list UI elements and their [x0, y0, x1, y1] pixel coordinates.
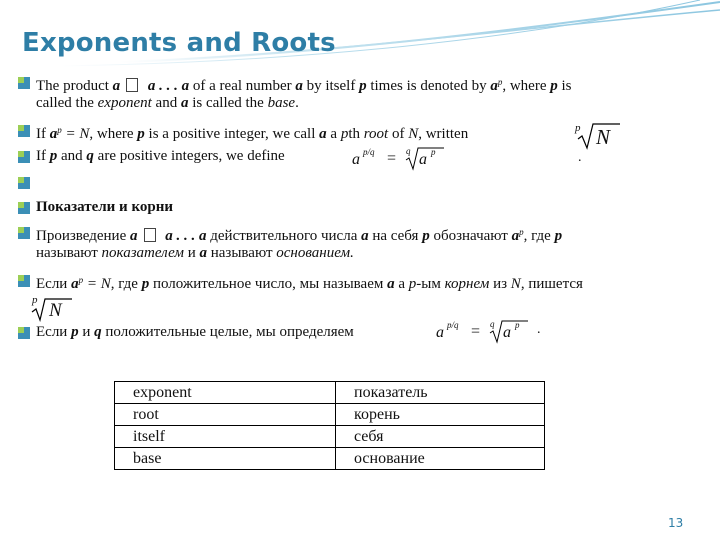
var-a: a — [511, 228, 520, 244]
square-bullet-icon — [18, 175, 30, 187]
radical-sign-icon — [404, 145, 454, 171]
text: , where — [89, 126, 138, 142]
def-root-index: q — [490, 319, 495, 329]
definition-formula-ru — [436, 318, 526, 344]
term-root: root — [363, 126, 389, 142]
text: , пишется — [520, 276, 583, 292]
square-bullet-icon — [18, 149, 30, 161]
def-base: a — [352, 151, 360, 168]
var-N: N — [510, 276, 521, 292]
text: The product — [36, 78, 113, 94]
var-a: a — [319, 126, 327, 142]
term-base-ru: основанием. — [276, 245, 354, 261]
text: , где — [110, 276, 142, 292]
var-N: N — [408, 126, 419, 142]
var-p: p — [141, 276, 150, 292]
missing-glyph-box — [126, 78, 138, 92]
def-rad-base: a — [419, 151, 427, 168]
term-root-ru: корнем — [444, 276, 490, 292]
text: называют — [206, 245, 277, 261]
table-row — [115, 382, 545, 404]
var-p: p — [554, 228, 563, 244]
superscript-p: p — [519, 227, 524, 237]
table-row — [115, 404, 545, 426]
cell-en: itself — [115, 426, 336, 448]
equals-N: = N — [83, 276, 111, 292]
root-formula-ru — [30, 294, 74, 322]
text: a — [326, 126, 341, 142]
var-a: a — [49, 126, 58, 142]
cell-ru: основание — [336, 448, 545, 470]
term-base: base — [267, 95, 296, 111]
def-base: a — [436, 324, 444, 341]
period: . — [537, 322, 541, 337]
text: th — [348, 126, 364, 142]
cell-ru: себя — [336, 426, 545, 448]
def-exponent: p/q — [363, 147, 375, 157]
var-p: p — [550, 78, 558, 94]
var-p: p — [422, 228, 430, 244]
cell-ru: показатель — [336, 382, 545, 404]
square-bullet-icon — [18, 225, 30, 237]
text: If — [36, 148, 50, 164]
russian-heading: Показатели и корни — [36, 199, 174, 215]
period: . — [578, 150, 582, 165]
product-dots: a . . . a — [161, 228, 207, 244]
square-bullet-icon — [18, 200, 30, 212]
var-p: p — [137, 126, 145, 142]
def-rad-base: a — [503, 324, 511, 341]
text: are positive integers, we define — [93, 148, 285, 164]
var-a: a — [361, 228, 369, 244]
def-equals: = — [471, 323, 481, 340]
text: called the — [36, 95, 98, 111]
text: . — [295, 95, 299, 111]
text: называют — [36, 245, 102, 261]
text: из — [489, 276, 511, 292]
def-rad-exp: p — [431, 147, 436, 157]
square-bullet-icon — [18, 273, 30, 285]
text: положительное число, мы называем — [149, 276, 388, 292]
root-index: p — [32, 294, 38, 306]
cell-en: root — [115, 404, 336, 426]
cell-ru: корень — [336, 404, 545, 426]
text: is — [557, 78, 572, 94]
page-number: 13 — [668, 516, 684, 530]
slide-title: Exponents and Roots — [22, 28, 336, 58]
text: and — [151, 95, 181, 111]
square-bullet-icon — [18, 123, 30, 135]
term-exponent: exponent — [97, 95, 152, 111]
var-a: a — [180, 95, 189, 111]
square-bullet-icon — [18, 325, 30, 337]
root-formula-en — [572, 120, 622, 150]
text: of a real number — [189, 78, 296, 94]
text: Если — [36, 324, 72, 340]
var-p: p — [359, 78, 367, 94]
definition-formula-en — [352, 145, 442, 171]
var-a: a — [295, 78, 303, 94]
superscript-p: p — [78, 275, 84, 285]
product-dots: a . . . a — [144, 78, 190, 94]
text: and — [57, 148, 87, 164]
root-radicand: N — [596, 125, 611, 149]
radical-sign-icon — [488, 318, 538, 344]
cell-en: base — [115, 448, 336, 470]
def-equals: = — [387, 150, 397, 167]
table-row — [115, 448, 545, 470]
table-row — [115, 426, 545, 448]
term-exponent-ru: показателем — [101, 245, 184, 261]
var-q: q — [86, 148, 94, 164]
def-root-index: q — [406, 146, 411, 156]
text: и — [183, 245, 200, 261]
text: обозначают — [429, 228, 512, 244]
text: положительные целые, мы определяем — [101, 324, 354, 340]
missing-glyph-box — [144, 228, 156, 242]
superscript-p: p — [497, 77, 503, 87]
text: действительного числа — [206, 228, 362, 244]
text: is called the — [188, 95, 268, 111]
text: Произведение — [36, 228, 130, 244]
text: of — [388, 126, 409, 142]
equals-N: = N — [61, 126, 90, 142]
var-p: p — [49, 148, 58, 164]
square-bullet-icon — [18, 75, 30, 87]
var-a: a — [490, 78, 498, 94]
var-a: a — [387, 276, 395, 292]
root-index: p — [575, 122, 581, 134]
root-radicand: N — [49, 300, 62, 321]
def-exponent: p/q — [447, 320, 459, 330]
var-a: a — [112, 78, 121, 94]
cell-en: exponent — [115, 382, 336, 404]
text: , where — [502, 78, 551, 94]
text: , written — [418, 126, 469, 142]
var-a: a — [71, 276, 79, 292]
superscript-p: p — [57, 125, 62, 135]
text: times is denoted by — [366, 78, 491, 94]
var-p: p — [340, 126, 349, 142]
text: и — [78, 324, 95, 340]
var-a: a — [130, 228, 138, 244]
var-p: p — [71, 324, 79, 340]
var-q: q — [94, 324, 102, 340]
text: на себя — [368, 228, 423, 244]
text: -ым — [416, 276, 445, 292]
text: is a positive integer, we call — [144, 126, 320, 142]
var-a: a — [199, 245, 207, 261]
vocabulary-table — [114, 381, 545, 470]
text: If — [36, 126, 50, 142]
text: Если — [36, 276, 72, 292]
def-rad-exp: p — [515, 320, 520, 330]
text: by itself — [302, 78, 360, 94]
text: a — [394, 276, 409, 292]
text: , где — [523, 228, 555, 244]
var-p: p — [408, 276, 417, 292]
